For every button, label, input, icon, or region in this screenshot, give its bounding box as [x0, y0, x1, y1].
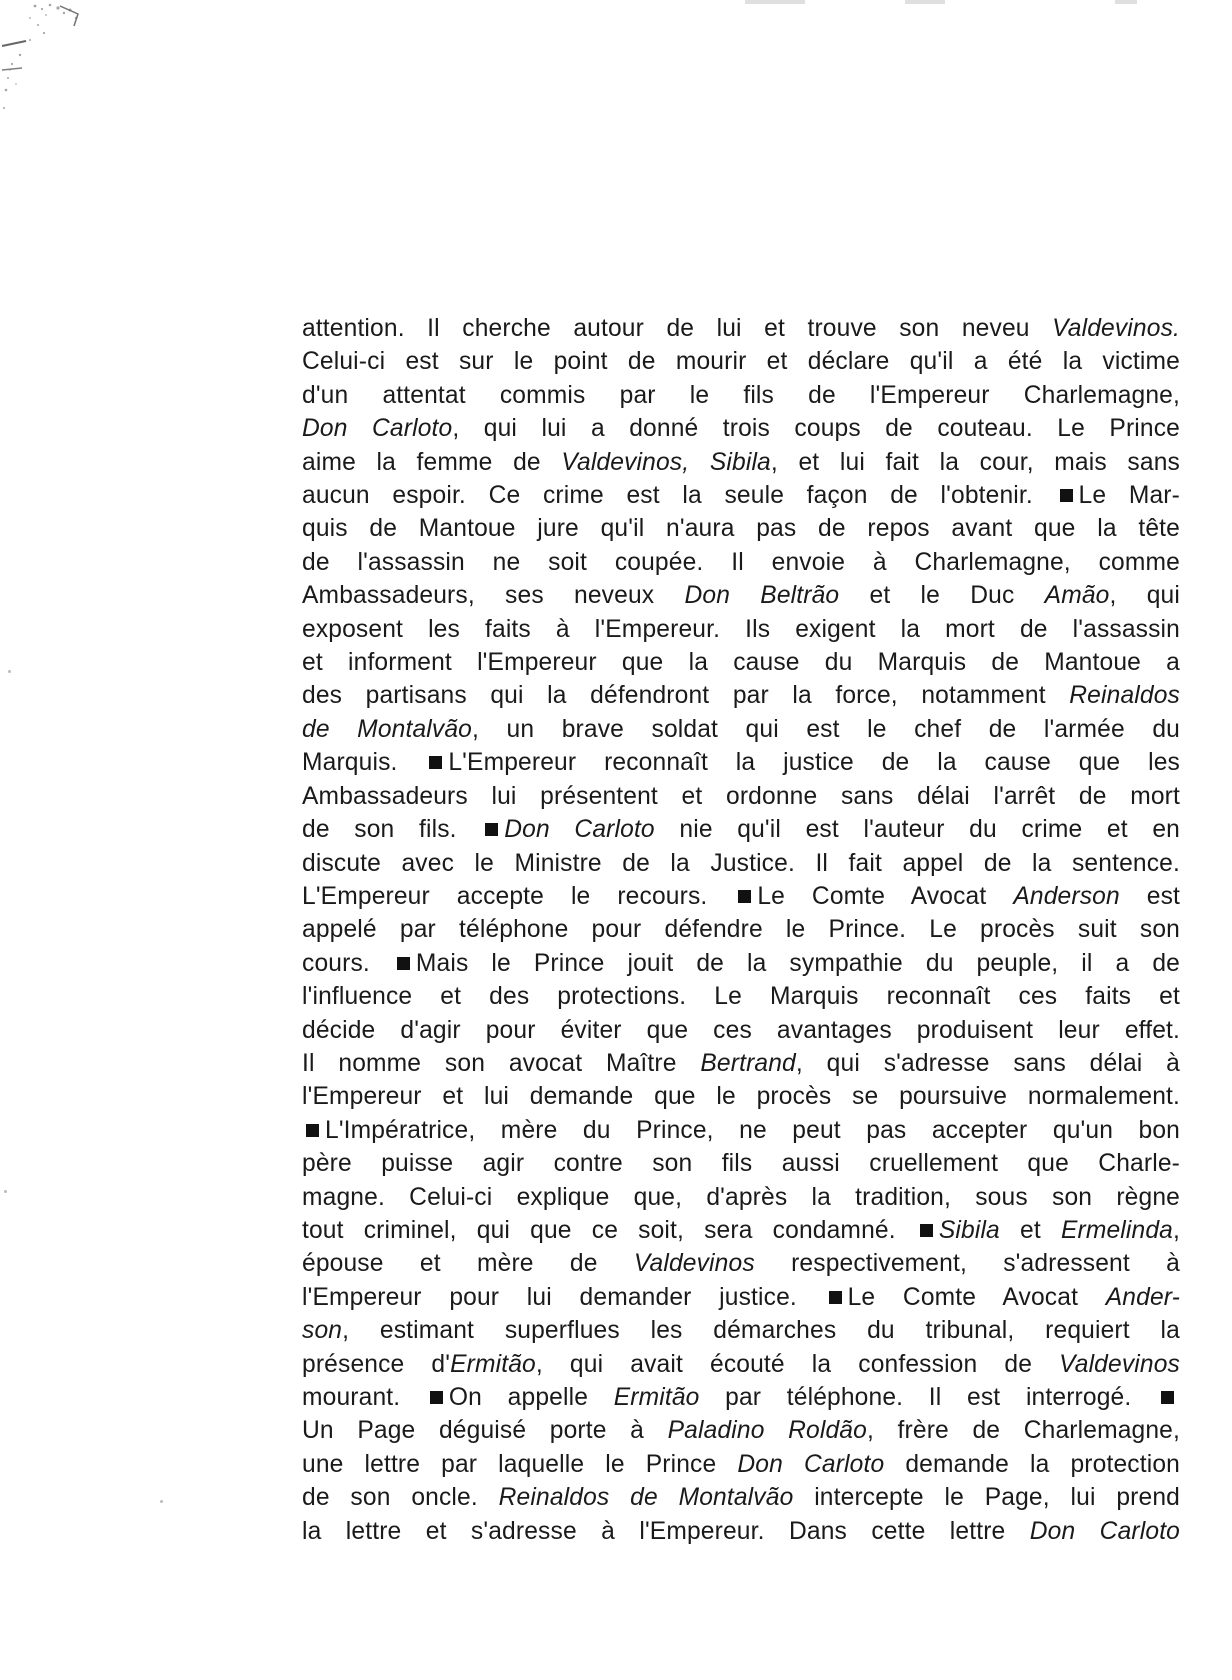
- text-segment: , un brave soldat qui est le chef de l'armée du: [472, 715, 1180, 743]
- text-segment: Un Page déguisé porte à: [302, 1417, 668, 1445]
- italic-name: Valdevinos: [633, 1250, 755, 1278]
- text-segment: appelé par téléphone pour défendre le Prince. Le procès suit son: [302, 916, 1180, 944]
- text-segment: une lettre par laquelle le Prince: [302, 1450, 738, 1478]
- italic-name: Reinaldos: [1069, 682, 1180, 710]
- section-bullet-square: [920, 1224, 933, 1237]
- text-segment: épouse et mère de: [302, 1250, 634, 1278]
- text-segment: Le Comte Avocat: [847, 1283, 1106, 1311]
- italic-name: Amão: [1044, 582, 1110, 610]
- text-line: [302, 1181, 1180, 1214]
- text-segment: Ambassadeurs lui présentent et ordonne sans délai l'arrêt de mort: [302, 782, 1180, 810]
- italic-name: Don Beltrão: [684, 582, 840, 610]
- italic-name: Reinaldos de Montalvão: [498, 1484, 794, 1512]
- text-line: [302, 780, 1180, 813]
- text-line: [302, 1515, 1180, 1548]
- text-segment: d'un attentat commis par le fils de l'Empereur Charlemagne,: [302, 381, 1180, 409]
- text-segment: , qui avait écouté la confession de: [535, 1350, 1060, 1378]
- text-segment: Il nomme son avocat Maître: [302, 1049, 701, 1077]
- text-segment: Ambassadeurs, ses neveux: [302, 582, 685, 610]
- text-segment: L'Empereur reconnaît la justice de la cause que les: [448, 749, 1180, 777]
- text-line: [302, 980, 1180, 1013]
- text-segment: la lettre et s'adresse à l'Empereur. Dans cette lettre: [302, 1517, 1030, 1545]
- text-line: [302, 446, 1180, 479]
- italic-name: Don Carloto: [302, 415, 453, 443]
- text-segment: respectivement, s'adressent à: [754, 1250, 1180, 1278]
- text-segment: l'Empereur pour lui demander justice.: [302, 1283, 825, 1311]
- text-segment: , et lui fait la cour, mais sans: [770, 448, 1180, 476]
- text-segment: nie qu'il est l'auteur du crime et en: [654, 816, 1180, 844]
- text-line: [302, 312, 1180, 345]
- text-segment: et: [999, 1216, 1061, 1244]
- text-segment: Celui-ci est sur le point de mourir et déclare qu'il a été la victime: [302, 348, 1180, 376]
- text-segment: et informent l'Empereur que la cause du Marquis de Mantoue a: [302, 649, 1180, 677]
- section-bullet-square: [306, 1124, 319, 1137]
- section-bullet-square: [430, 1391, 443, 1404]
- text-segment: magne. Celui-ci explique que, d'après la tradition, sous son règne: [302, 1183, 1180, 1211]
- italic-name: Ermitão: [450, 1350, 536, 1378]
- text-line: [302, 1448, 1180, 1481]
- text-line: [302, 512, 1180, 545]
- italic-name: Valdevinos: [1059, 1350, 1180, 1378]
- text-segment: l'influence et des protections. Le Marquis reconnaît ces faits et: [302, 983, 1180, 1011]
- scan-artifact-top: [905, 0, 945, 4]
- text-segment: décide d'agir pour éviter que ces avantages produisent leur effet.: [302, 1016, 1180, 1044]
- italic-name: Ermelinda: [1060, 1216, 1174, 1244]
- text-segment: , estimant superflues les démarches du tribunal, requiert la: [342, 1317, 1180, 1345]
- text-line: [302, 379, 1180, 412]
- scan-artifact-corner: [0, 0, 90, 160]
- text-line: [302, 679, 1180, 712]
- text-segment: de l'assassin ne soit coupée. Il envoie à Charlemagne, comme: [302, 548, 1180, 576]
- text-line: [302, 713, 1180, 746]
- italic-name: Don Carloto: [504, 816, 655, 844]
- section-bullet-square: [485, 823, 498, 836]
- text-line: [302, 613, 1180, 646]
- text-segment: Le Comte Avocat: [757, 882, 1014, 910]
- text-line: [302, 746, 1180, 779]
- text-line: [302, 1414, 1180, 1447]
- text-line: [302, 1214, 1180, 1247]
- text-line: [302, 1481, 1180, 1514]
- italic-name: Don Carloto: [737, 1450, 885, 1478]
- text-line: [302, 1381, 1180, 1414]
- text-segment: est: [1119, 882, 1181, 910]
- text-line: [302, 1080, 1180, 1113]
- italic-name: Ander-: [1105, 1283, 1181, 1311]
- text-segment: l'Empereur et lui demande que le procès se poursuive normalement.: [302, 1083, 1180, 1111]
- text-line: [302, 1247, 1180, 1280]
- text-segment: , qui lui a donné trois coups de couteau. Le Prince: [452, 415, 1180, 443]
- text-segment: , qui s'adresse sans délai à: [795, 1049, 1180, 1077]
- text-segment: , qui: [1109, 582, 1180, 610]
- text-segment: Le Mar-: [1078, 482, 1180, 510]
- scan-speck: [4, 1190, 7, 1193]
- text-segment: demande la protection: [884, 1450, 1180, 1478]
- text-segment: par téléphone. Il est interrogé.: [699, 1384, 1157, 1411]
- text-segment: des partisans qui la défendront par la force, notamment: [302, 682, 1070, 710]
- text-line: [302, 1014, 1180, 1047]
- text-line: [302, 813, 1180, 846]
- text-segment: cours.: [302, 949, 393, 977]
- italic-name: Valdevinos.: [1052, 315, 1180, 342]
- body-text: [302, 312, 1180, 1548]
- text-segment: Mais le Prince jouit de la sympathie du peuple, il a de: [415, 949, 1180, 977]
- text-line: [302, 947, 1180, 980]
- text-segment: de son fils.: [302, 816, 482, 844]
- text-segment: aime la femme de: [302, 448, 562, 476]
- text-segment: attention. Il cherche autour de lui et trouve son neveu: [302, 315, 1053, 342]
- text-line: [302, 1281, 1180, 1314]
- text-segment: ,: [1173, 1216, 1180, 1244]
- section-bullet-square: [429, 756, 442, 769]
- italic-name: Valdevinos, Sibila: [561, 448, 771, 476]
- scan-artifact-top: [745, 0, 805, 4]
- scan-speck: [8, 670, 11, 673]
- text-segment: tout criminel, qui que ce soit, sera condamné.: [302, 1216, 916, 1244]
- text-segment: intercepte le Page, lui prend: [793, 1484, 1180, 1512]
- scan-speck: [160, 1500, 163, 1503]
- text-segment: On appelle: [448, 1384, 614, 1411]
- text-line: [302, 579, 1180, 612]
- italic-name: son: [302, 1317, 343, 1345]
- text-segment: aucun espoir. Ce crime est la seule façon de l'obtenir.: [302, 482, 1056, 510]
- italic-name: Anderson: [1013, 882, 1120, 910]
- text-segment: exposent les faits à l'Empereur. Ils exigent la mort de l'assassin: [302, 615, 1180, 643]
- italic-name: Bertrand: [700, 1049, 796, 1077]
- text-line: [302, 1047, 1180, 1080]
- italic-name: Don Carloto: [1029, 1517, 1180, 1545]
- text-line: [302, 546, 1180, 579]
- text-segment: de son oncle.: [302, 1484, 499, 1512]
- italic-name: Paladino Roldão: [667, 1417, 867, 1445]
- text-line: [302, 1147, 1180, 1180]
- text-segment: L'Impératrice, mère du Prince, ne peut pas accepter qu'un bon: [325, 1116, 1180, 1144]
- text-segment: L'Empereur accepte le recours.: [302, 882, 735, 910]
- italic-name: Ermitão: [613, 1384, 700, 1411]
- text-line: [302, 1314, 1180, 1347]
- italic-name: de Montalvão: [302, 715, 473, 743]
- text-line: [302, 412, 1180, 445]
- text-line: [302, 847, 1180, 880]
- text-segment: mourant.: [302, 1384, 426, 1411]
- scan-artifact-top: [1115, 0, 1137, 4]
- text-line: [302, 1348, 1180, 1381]
- section-bullet-square: [1161, 1391, 1174, 1404]
- text-segment: présence d': [302, 1350, 451, 1378]
- section-bullet-square: [829, 1291, 842, 1304]
- text-line: [302, 646, 1180, 679]
- text-segment: , frère de Charlemagne,: [866, 1417, 1180, 1445]
- text-line: [302, 913, 1180, 946]
- text-segment: discute avec le Ministre de la Justice. Il fait appel de la sentence.: [302, 849, 1180, 877]
- section-bullet-square: [397, 957, 410, 970]
- text-line: [302, 880, 1180, 913]
- section-bullet-square: [738, 890, 751, 903]
- text-segment: quis de Mantoue jure qu'il n'aura pas de repos avant que la tête: [302, 515, 1180, 543]
- section-bullet-square: [1060, 489, 1073, 502]
- text-line: [302, 345, 1180, 378]
- text-segment: et le Duc: [839, 582, 1045, 610]
- text-line: [302, 479, 1180, 512]
- italic-name: Sibila: [938, 1216, 1000, 1244]
- text-line: [302, 1114, 1180, 1147]
- text-segment: père puisse agir contre son fils aussi cruellement que Charle-: [302, 1150, 1180, 1178]
- text-segment: Marquis.: [302, 749, 426, 777]
